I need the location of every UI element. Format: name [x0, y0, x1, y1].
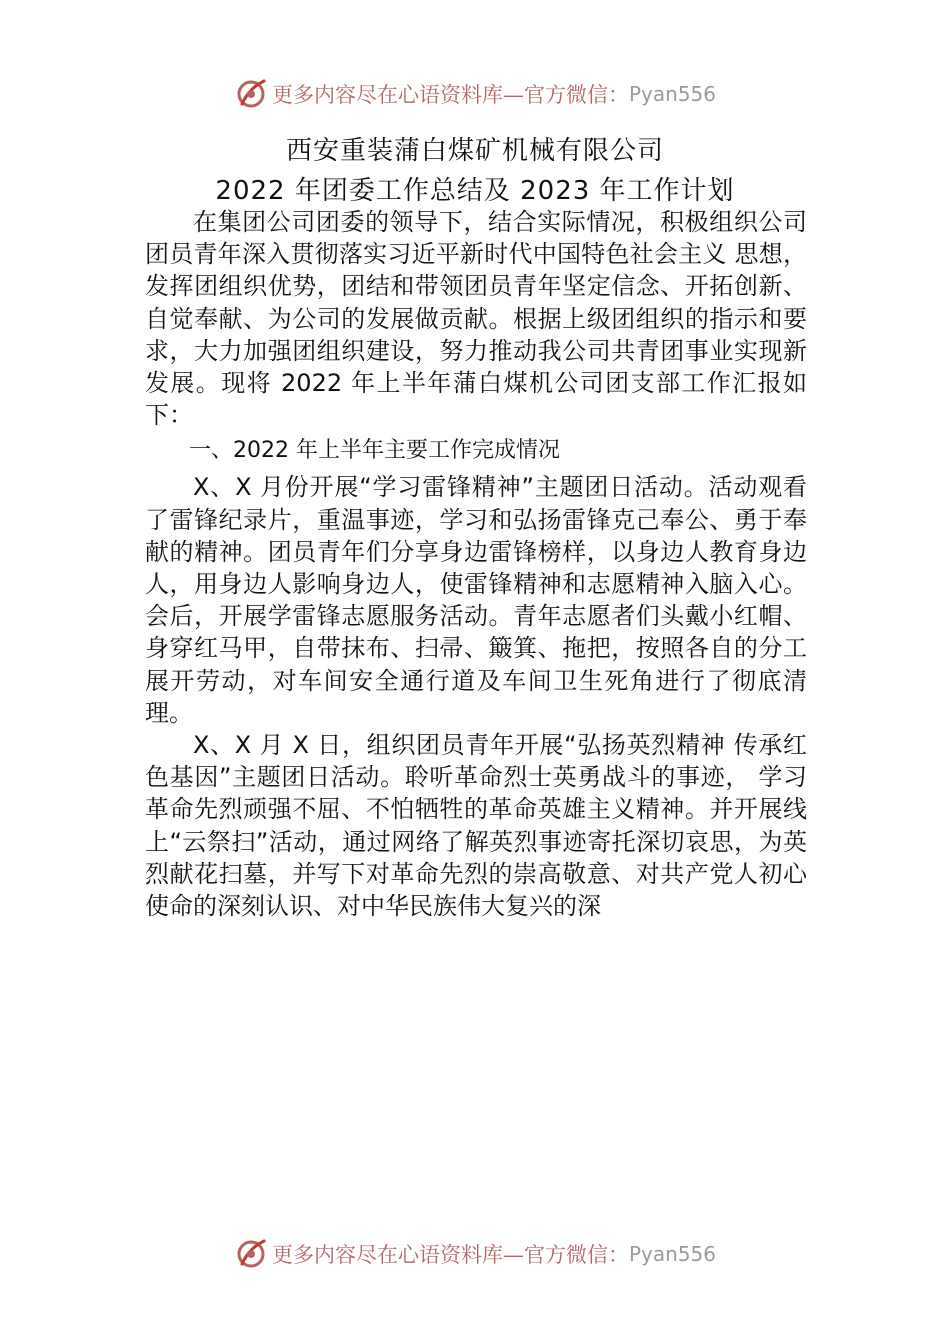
paragraph-martyrs: X、X 月 X 日，组织团员青年开展“弘扬英烈精神 传承红色基因”主题团日活动。聆听革命烈士英勇战斗的事迹， 学习革命先烈顽强不屈、不怕牺牲的革命英雄主义精神。并开展线上“云祭扫”活动，通过网络了解英烈事迹寄托深切哀思，为英烈献花扫墓，并写下对革命先烈的崇高敬意、对共产党人初心使命的深刻认识、对中华民族伟大复兴的深 [145, 731, 807, 921]
paragraph-intro: 在集团公司团委的领导下，结合实际情况，积极组织公司团员青年深入贯彻落实习近平新时代中国特色社会主义 思想，发挥团组织优势，团结和带领团员青年坚定信念、开拓创新、自觉奉献、为公司的发展做贡献。根据上级团组织的指示和要求，大力加强团组织建设，努力推动我公司共青团事业实现新发展。现将 2022 年上半年蒲白煤机公司团支部工作汇报如下： [145, 208, 807, 430]
watermark-wechat-id: Pyan556 [628, 82, 716, 106]
paragraph-lei-feng: X、X 月份开展“学习雷锋精神”主题团日活动。活动观看了雷锋纪录片，重温事迹，学习和弘扬雷锋克己奉公、勇于奉献的精神。团员青年们分享身边雷锋榜样，以身边人教育身边人，用身边人影响身边人，使雷锋精神和志愿精神入脑入心。会后，开展学雷锋志愿服务活动。青年志愿者们头戴小红帽、身穿红马甲，自带抹布、扫帚、簸箕、拖把，按照各自的分工展开劳动，对车间安全通行道及车间卫生死角进行了彻底清理。 [145, 473, 807, 727]
watermark-text: 更多内容尽在心语资料库—官方微信： [271, 1243, 629, 1267]
document-title-report: 2022 年团委工作总结及 2023 年工作计划 [215, 176, 735, 206]
section-heading: 一、2022 年上半年主要工作完成情况 [189, 438, 560, 464]
header-watermark [0, 74, 950, 114]
watermark-text: 更多内容尽在心语资料库—官方微信： [271, 83, 629, 107]
document-body [145, 206, 807, 922]
watermark-logo-icon [234, 1237, 268, 1271]
watermark-logo-icon [234, 77, 268, 111]
watermark-wechat-id: Pyan556 [628, 1242, 716, 1266]
footer-watermark [0, 1234, 950, 1274]
document-title-company: 西安重装蒲白煤矿机械有限公司 [285, 136, 664, 166]
